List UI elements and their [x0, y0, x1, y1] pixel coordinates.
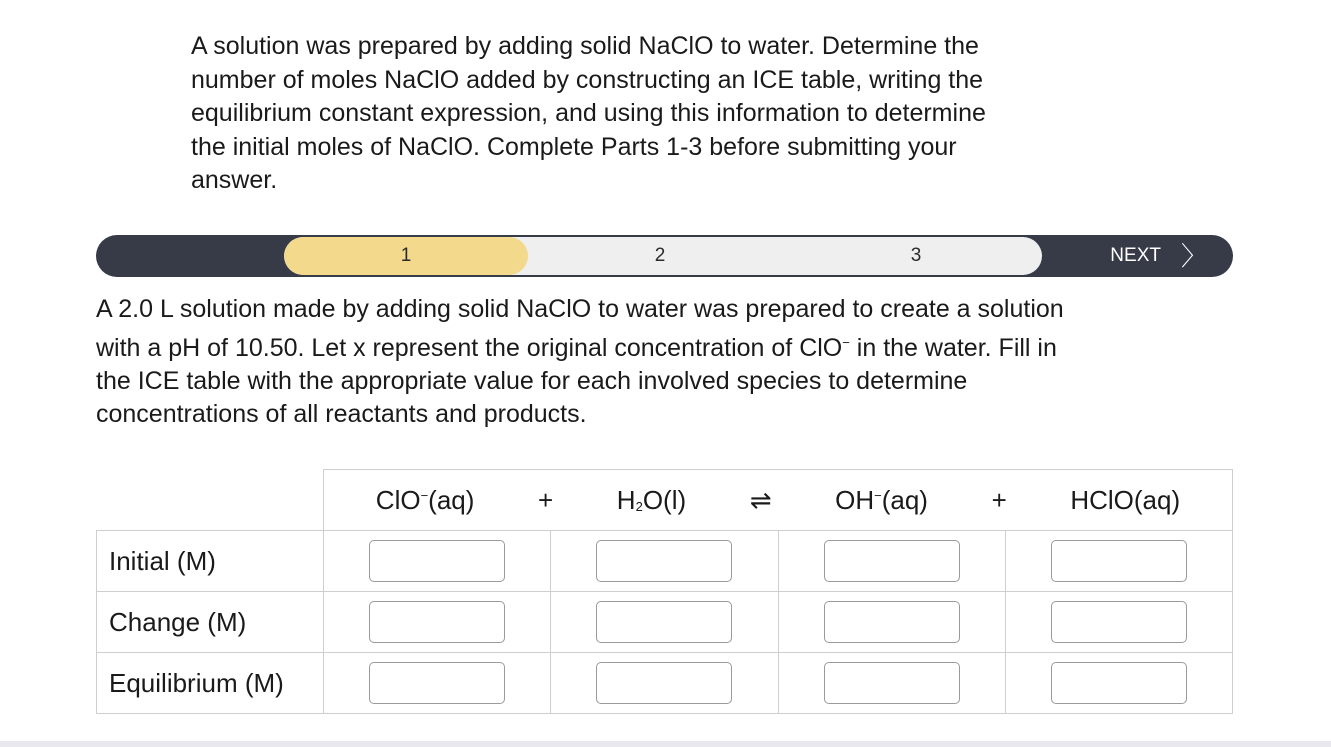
plus-sign: +	[538, 484, 554, 515]
ice-cell	[551, 653, 778, 714]
question-text	[96, 293, 1236, 431]
ice-cell	[778, 592, 1005, 653]
plus-sign: +	[991, 484, 1007, 515]
species-oh: OH−(aq)	[835, 484, 928, 515]
change-clo-input[interactable]	[369, 601, 505, 643]
change-h2o-input[interactable]	[596, 601, 732, 643]
species-hclo: HClO(aq)	[1070, 484, 1181, 515]
ice-cell	[324, 653, 551, 714]
row-label-initial: Initial (M)	[97, 531, 324, 592]
ice-cell	[778, 653, 1005, 714]
part-progress-bar	[96, 235, 1233, 277]
equilibrium-oh-input[interactable]	[824, 662, 960, 704]
step-track	[284, 237, 1042, 275]
initial-clo-input[interactable]	[369, 540, 505, 582]
ice-table	[96, 469, 1233, 714]
step-label: 3	[910, 245, 922, 266]
ice-cell	[1005, 592, 1232, 653]
row-label-equilibrium: Equilibrium (M)	[97, 653, 324, 714]
initial-hclo-input[interactable]	[1051, 540, 1187, 582]
problem-intro	[191, 30, 1151, 198]
table-row	[97, 653, 1233, 714]
step-2-tab[interactable]	[538, 237, 782, 275]
table-row	[97, 592, 1233, 653]
superscript: −	[842, 335, 850, 350]
intro-line: equilibrium constant expression, and using this information to determine	[191, 99, 986, 127]
ice-cell	[778, 531, 1005, 592]
next-label: NEXT	[1110, 245, 1161, 266]
step-1-tab[interactable]	[284, 237, 528, 275]
question-line: A 2.0 L solution made by adding solid NaClO to water was prepared to create a solution	[96, 295, 1064, 323]
question-text-segment: with a pH of 10.50. Let x represent the original concentration of ClO	[96, 334, 843, 362]
ice-cell	[551, 592, 778, 653]
equation-cell	[324, 470, 1233, 531]
table-row	[97, 531, 1233, 592]
equilibrium-clo-input[interactable]	[369, 662, 505, 704]
species-h2o: $H_2O(l)$	[616, 484, 687, 515]
intro-line: answer.	[191, 166, 278, 194]
ice-cell	[551, 531, 778, 592]
question-line: concentrations of all reactants and products.	[96, 400, 587, 428]
step-label: 1	[400, 245, 412, 266]
intro-line: number of moles NaClO added by constructing an ICE table, writing the	[191, 65, 984, 94]
species-clo: ClO−(aq)	[375, 484, 475, 515]
question-line: the ICE table with the appropriate value for each involved species to determine	[96, 367, 968, 395]
question-line	[96, 326, 1236, 365]
bottom-divider	[0, 741, 1331, 747]
equilibrium-arrow-icon: ⇌	[749, 484, 772, 515]
initial-oh-input[interactable]	[824, 540, 960, 582]
question-text-segment: in the water. Fill in	[849, 334, 1057, 362]
next-button[interactable]	[1110, 235, 1207, 277]
intro-line: the initial moles of NaClO. Complete Parts 1-3 before submitting your	[191, 132, 957, 161]
equation-row	[97, 470, 1233, 531]
reaction-equation	[324, 470, 1232, 530]
ice-cell	[324, 531, 551, 592]
change-oh-input[interactable]	[824, 601, 960, 643]
change-hclo-input[interactable]	[1051, 601, 1187, 643]
ice-cell	[1005, 653, 1232, 714]
equilibrium-h2o-input[interactable]	[596, 662, 732, 704]
step-label: 2	[654, 245, 666, 266]
intro-line: A solution was prepared by adding solid NaClO to water. Determine the	[191, 32, 979, 60]
equilibrium-hclo-input[interactable]	[1051, 662, 1187, 704]
ice-cell	[324, 592, 551, 653]
ice-cell	[1005, 531, 1232, 592]
initial-h2o-input[interactable]	[596, 540, 732, 582]
step-3-tab[interactable]	[794, 237, 1038, 275]
row-label-change: Change (M)	[97, 592, 324, 653]
chevron-right-icon: 〉	[1180, 241, 1207, 271]
empty-corner-cell	[97, 470, 324, 531]
